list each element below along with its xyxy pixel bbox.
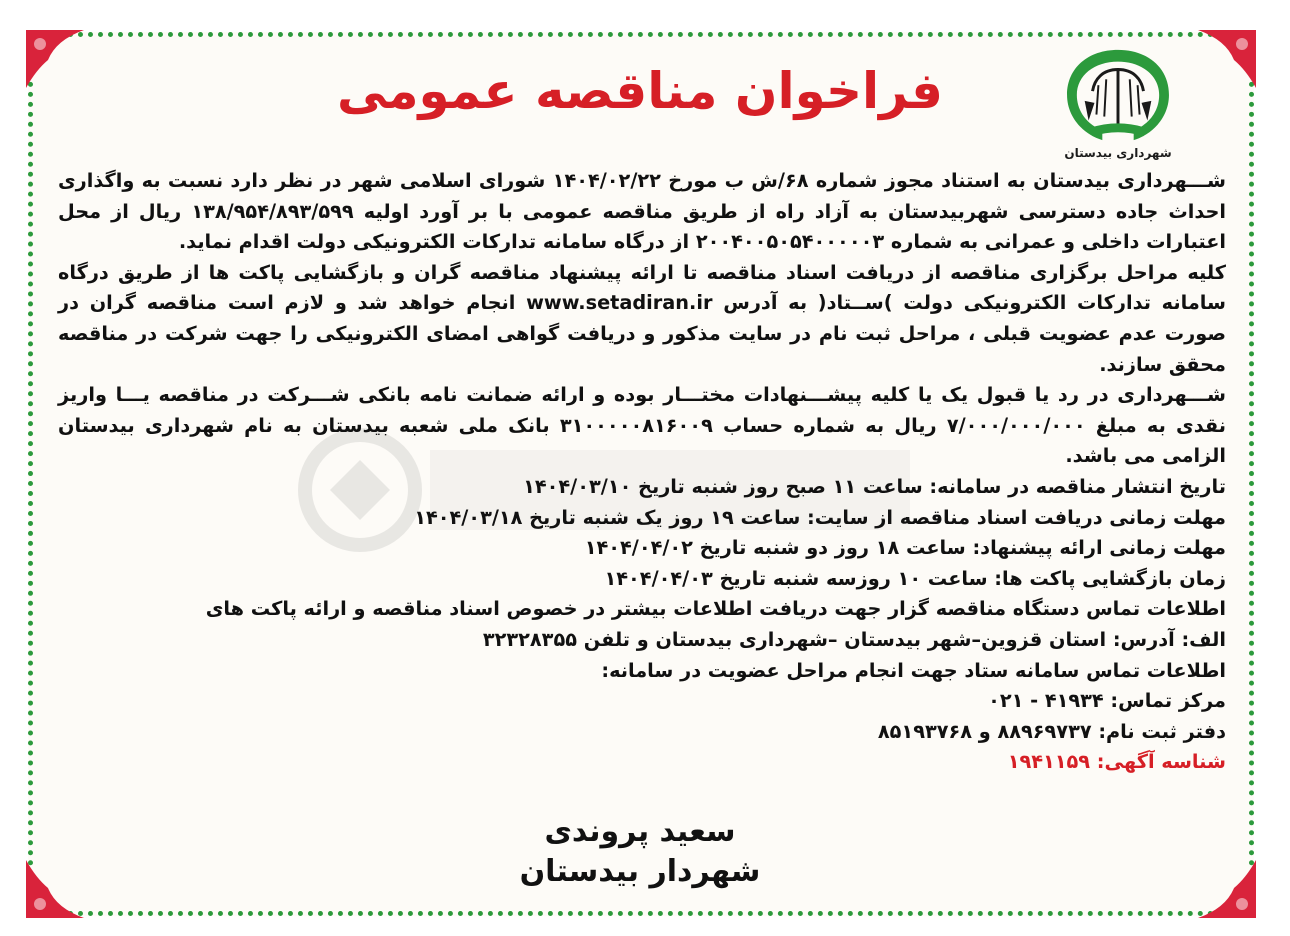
signer-role: شهردار بیدستان <box>519 854 761 889</box>
document-deadline-line: مهلت زمانی دریافت اسناد مناقصه از سایت: ساعت ۱۹ روز یک شنبه تاریخ ۱۴۰۴/۰۳/۱۸ <box>414 505 1226 529</box>
notice-body <box>58 166 1226 778</box>
paragraph-authorization: شـــهرداری بیدستان به استناد مجوز شماره ۶۸/ش ب مورخ ۱۴۰۴/۰۲/۲۲ شورای اسلامی شهر در نظر دارد نسبت به واگذاری احداث جاده دسترسی شهربیدستان به آزاد راه از طریق مناقصه عمومی با بر آورد اولیه ۱۳۸/۹۵۴/۸۹۳/۵۹۹ ریال از محل اعتبارات داخلی و عمرانی به شماره ۲۰۰۴۰۰۵۰۵۴۰۰۰۰۰۳ از درگاه سامانه تدارکات الکترونیکی دولت اقدام نماید. <box>58 169 1227 254</box>
page-title: فراخوان مناقصه عمومی <box>336 62 944 120</box>
registration-office-line: دفتر ثبت نام: ۸۸۹۶۹۷۳۷ و ۸۵۱۹۳۷۶۸ <box>877 719 1226 743</box>
call-center-line: مرکز تماس: ۴۱۹۳۴ - ۰۲۱ <box>988 689 1226 713</box>
signature-block <box>490 812 790 892</box>
paragraph-guarantee: شـــهرداری در رد یا قبول یک یا کلیه پیشـــنهادات مختـــار بوده و ارائه ضمانت نامه بانکی شـــرکت در مناقصه یـــا واریز نقدی به مبلغ ۷/۰۰۰/۰۰۰/۰۰۰ ریال به شماره حساب ۳۱۰۰۰۰۰۸۱۶۰۰۹ بانک ملی شعبه بیدستان به نام شهرداری بیدستان الزامی می باشد. <box>58 383 1226 468</box>
paragraph-procedure: کلیه مراحل برگزاری مناقصه از دریافت اسناد مناقصه تا ارائه پیشنهاد مناقصه گران و بازگشایی پاکت ها از طریق درگاه سامانه تدارکات الکترونیکی دولت )ســتاد( به آدرس www.setadiran.ir انجام خواهد شد و لازم است مناقصه گران در صورت عدم عضویت قبلی ، مراحل ثبت نام در سایت مذکور و دریافت گواهی امضای الکترونیکی را جهت شرکت در مناقصه محقق سازند. <box>58 260 1226 376</box>
corner-ornament-icon <box>1198 30 1256 88</box>
municipality-logo <box>1048 46 1188 168</box>
logo-caption: شهرداری بیدستان <box>1064 146 1172 160</box>
publish-date-line: تاریخ انتشار مناقصه در سامانه: ساعت ۱۱ صبح روز شنبه تاریخ ۱۴۰۴/۰۳/۱۰ <box>523 474 1226 498</box>
notice-id: شناسه آگهی: ۱۹۴۱۱۵۹ <box>1007 750 1226 774</box>
corner-ornament-icon <box>1198 860 1256 918</box>
corner-ornament-icon <box>26 30 84 88</box>
setad-contact-line: اطلاعات تماس سامانه ستاد جهت انجام مراحل عضویت در سامانه: <box>601 658 1226 682</box>
proposal-deadline-line: مهلت زمانی ارائه پیشنهاد: ساعت ۱۸ روز دو شنبه تاریخ ۱۴۰۴/۰۴/۰۲ <box>584 536 1226 560</box>
opening-time-line: زمان بازگشایی پاکت ها: ساعت ۱۰ روزسه شنبه تاریخ ۱۴۰۴/۰۴/۰۳ <box>604 566 1226 590</box>
corner-ornament-icon <box>26 860 84 918</box>
signer-name: سعید پروندی <box>544 814 736 849</box>
contact-info-line: اطلاعات تماس دستگاه مناقصه گزار جهت دریافت اطلاعات بیشتر در خصوص اسناد مناقصه و ارائه پاکت های <box>205 597 1226 621</box>
willow-tree-emblem-icon <box>1059 46 1177 144</box>
address-line: الف: آدرس: استان قزوین–شهر بیدستان –شهرداری بیدستان و تلفن ۳۲۳۲۸۳۵۵ <box>482 627 1226 651</box>
